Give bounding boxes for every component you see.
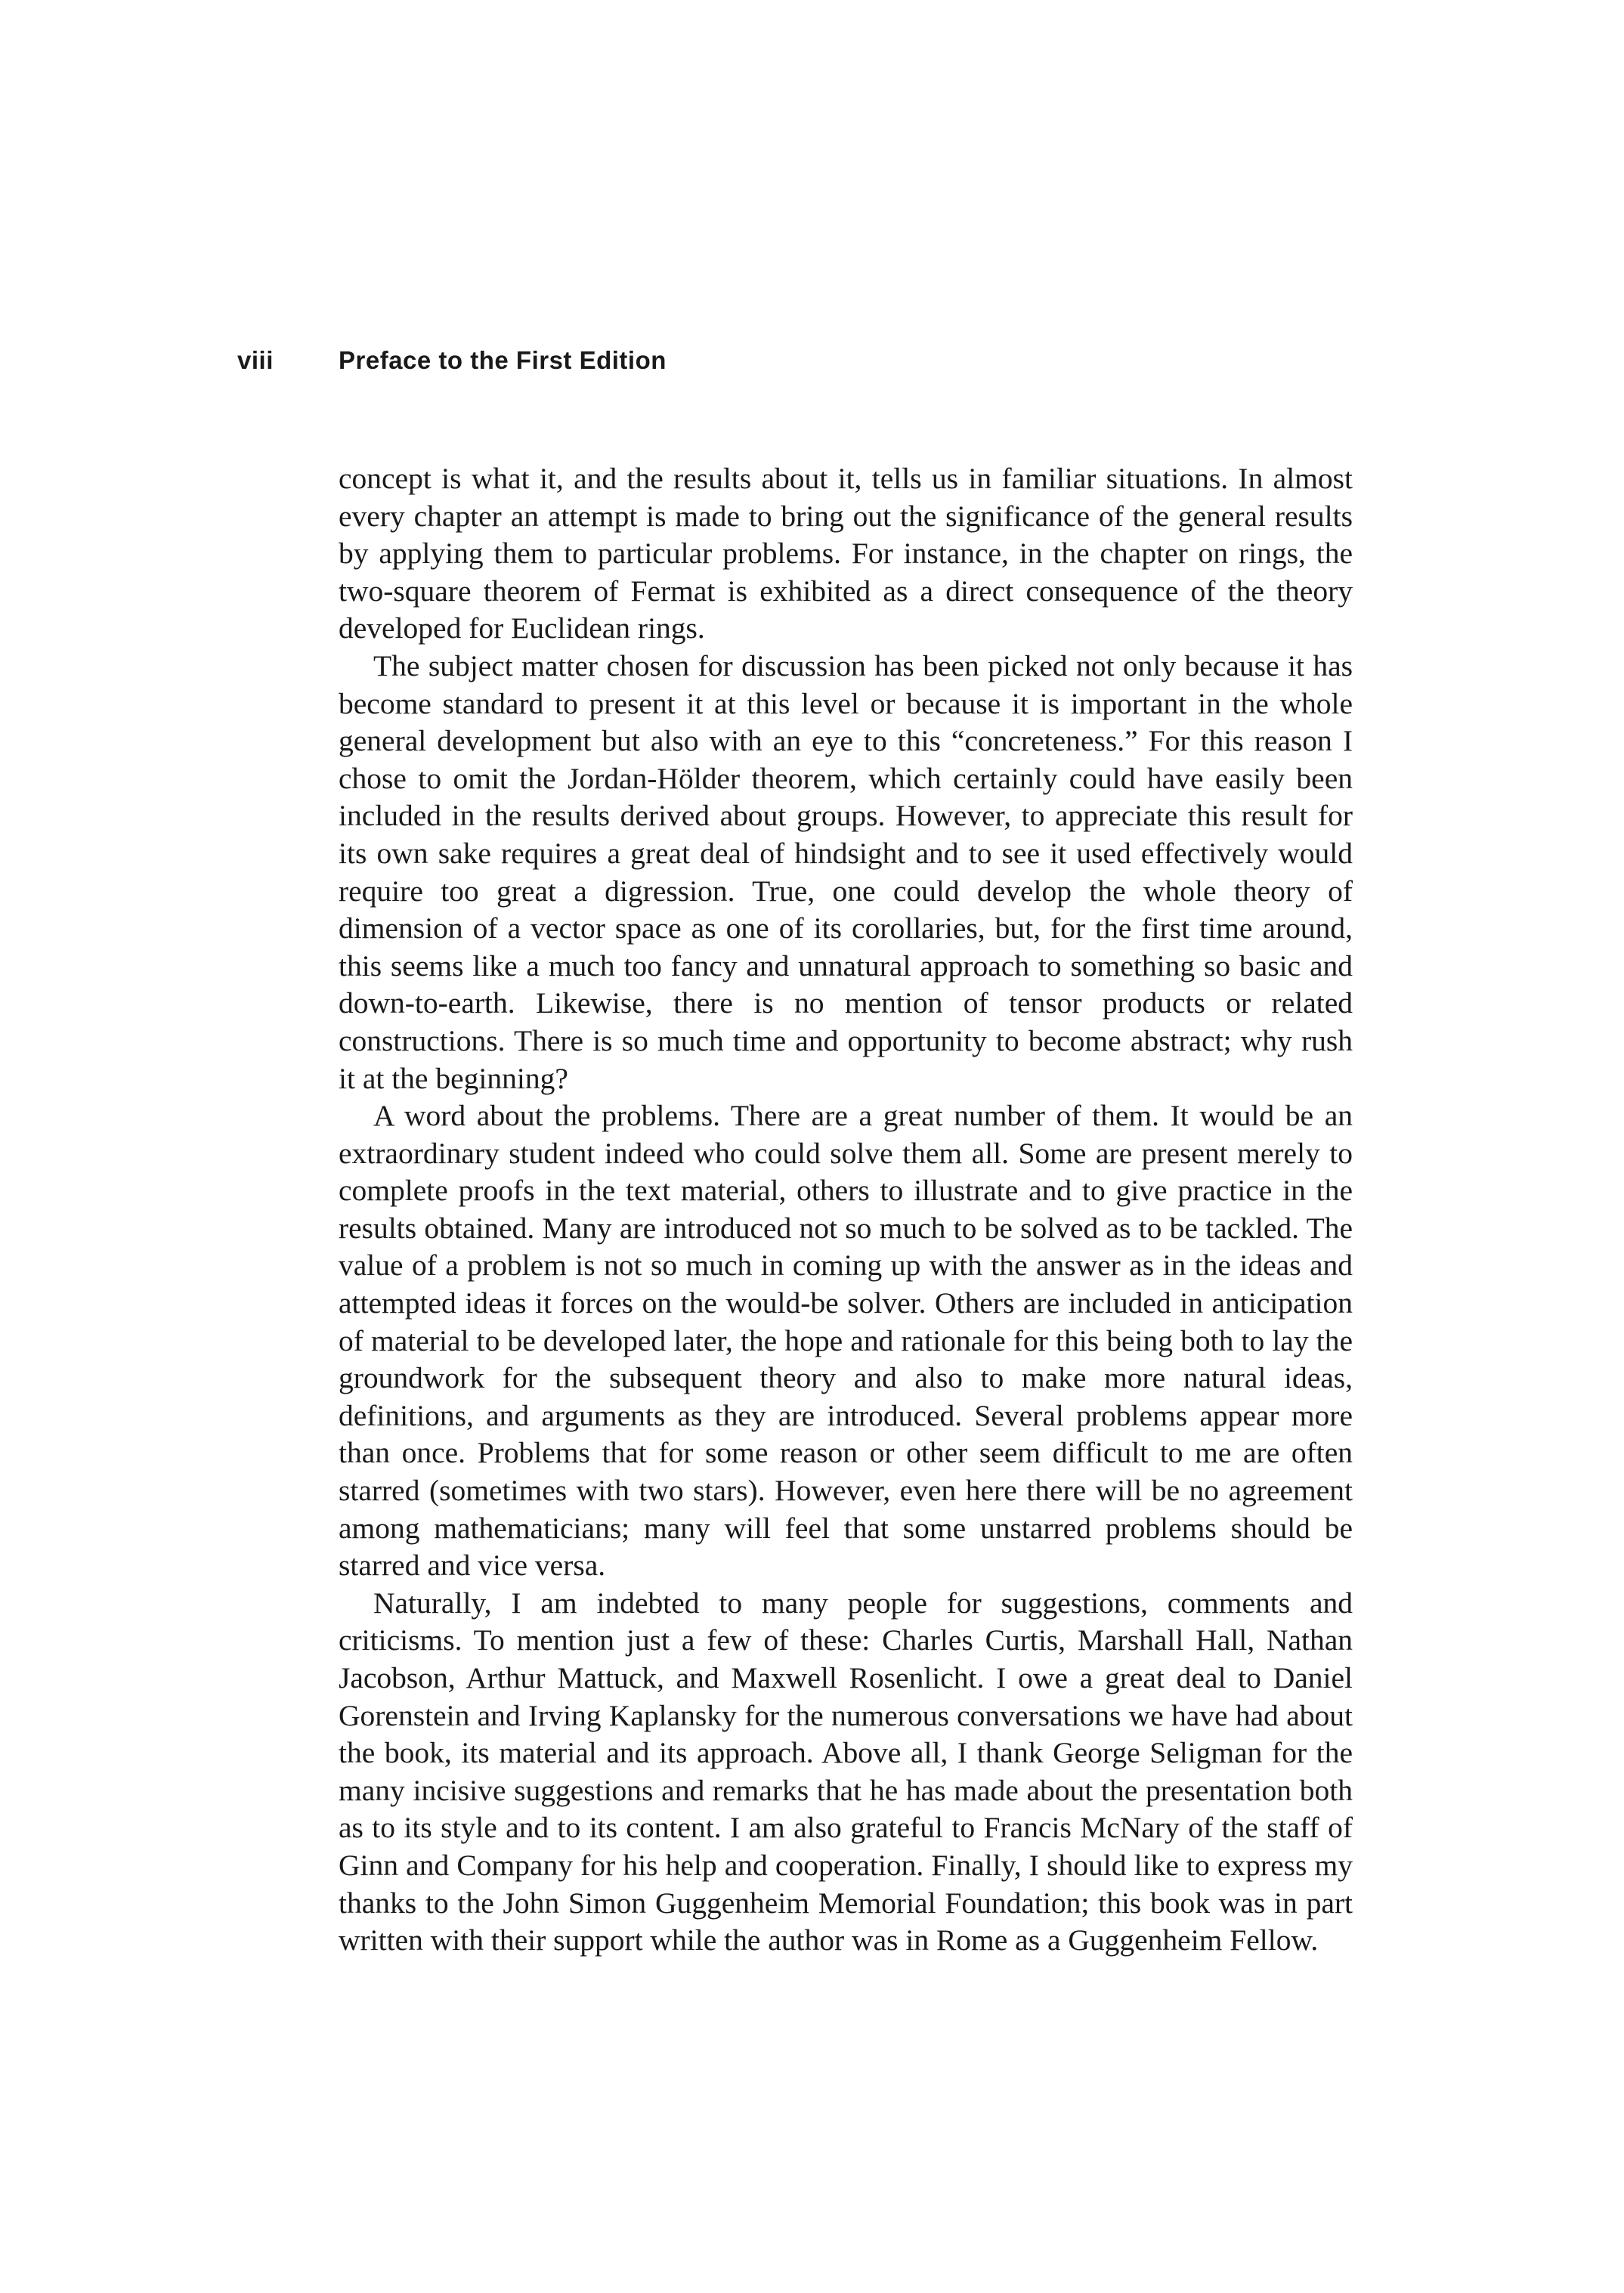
paragraph: concept is what it, and the results about it, tells us in familiar situations. In almost every chapter an attempt is made to bring out the significance of the general results by applying them to particular problems. For instance, in the chapter on rings, the two-square theorem of Fermat is exhibited as a direct consequence of the theory developed for Euclidean rings.	[339, 462, 1353, 645]
running-head	[237, 346, 667, 375]
paragraph: Naturally, I am indebted to many people for suggestions, comments and criticisms. To mention just a few of these: Charles Curtis, Marshall Hall, Nathan Jacobson, Arthur Mattuck, and Maxwell Rosenlicht. I owe a great deal to Daniel Gorenstein and Irving Kaplansky for the numerous conversations we have had about the book, its material and its approach. Above all, I thank George Seligman for the many incisive suggestions and remarks that he has made about the presentation both as to its style and to its content. I am also grateful to Francis McNary of the staff of Ginn and Company for his help and cooperation. Finally, I should like to express my thanks to the John Simon Guggenheim Memorial Foundation; this book was in part written with their support while the author was in Rome as a Guggenheim Fellow.	[339, 1586, 1353, 1957]
page-number: viii	[237, 346, 274, 374]
paragraph: A word about the problems. There are a great number of them. It would be an extraordinary student indeed who could solve them all. Some are present merely to complete proofs in the text material, others to illustrate and to give practice in the results obtained. Many are introduced not so much to be solved as to be tackled. The value of a problem is not so much in coming up with the answer as in the ideas and attempted ideas it forces on the would-be solver. Others are included in anticipation of material to be developed later, the hope and rationale for this being both to lay the groundwork for the subsequent theory and also to make more natural ideas, definitions, and arguments as they are introduced. Several problems appear more than once. Problems that for some reason or other seem difficult to me are often starred (sometimes with two stars). However, even here there will be no agreement among mathematicians; many will feel that some unstarred problems should be starred and vice versa.	[339, 1099, 1353, 1583]
paragraph: The subject matter chosen for discussion has been picked not only because it has become standard to present it at this level or because it is important in the whole general development but also with an eye to this “concreteness.” For this reason I chose to omit the Jordan-Hölder theorem, which certainly could have easily been included in the results derived about groups. However, to appreciate this result for its own sake requires a great deal of hindsight and to see it used effectively would require too great a digression. True, one could develop the whole theory of dimension of a vector space as one of its corollaries, but, for the first time around, this seems like a much too fancy and unnatural approach to something so basic and down-to-earth. Likewise, there is no mention of tensor products or related constructions. There is so much time and opportunity to become abstract; why rush it at the beginning?	[339, 648, 1353, 1095]
body-text	[339, 460, 1353, 1960]
running-title: Preface to the First Edition	[339, 346, 667, 374]
